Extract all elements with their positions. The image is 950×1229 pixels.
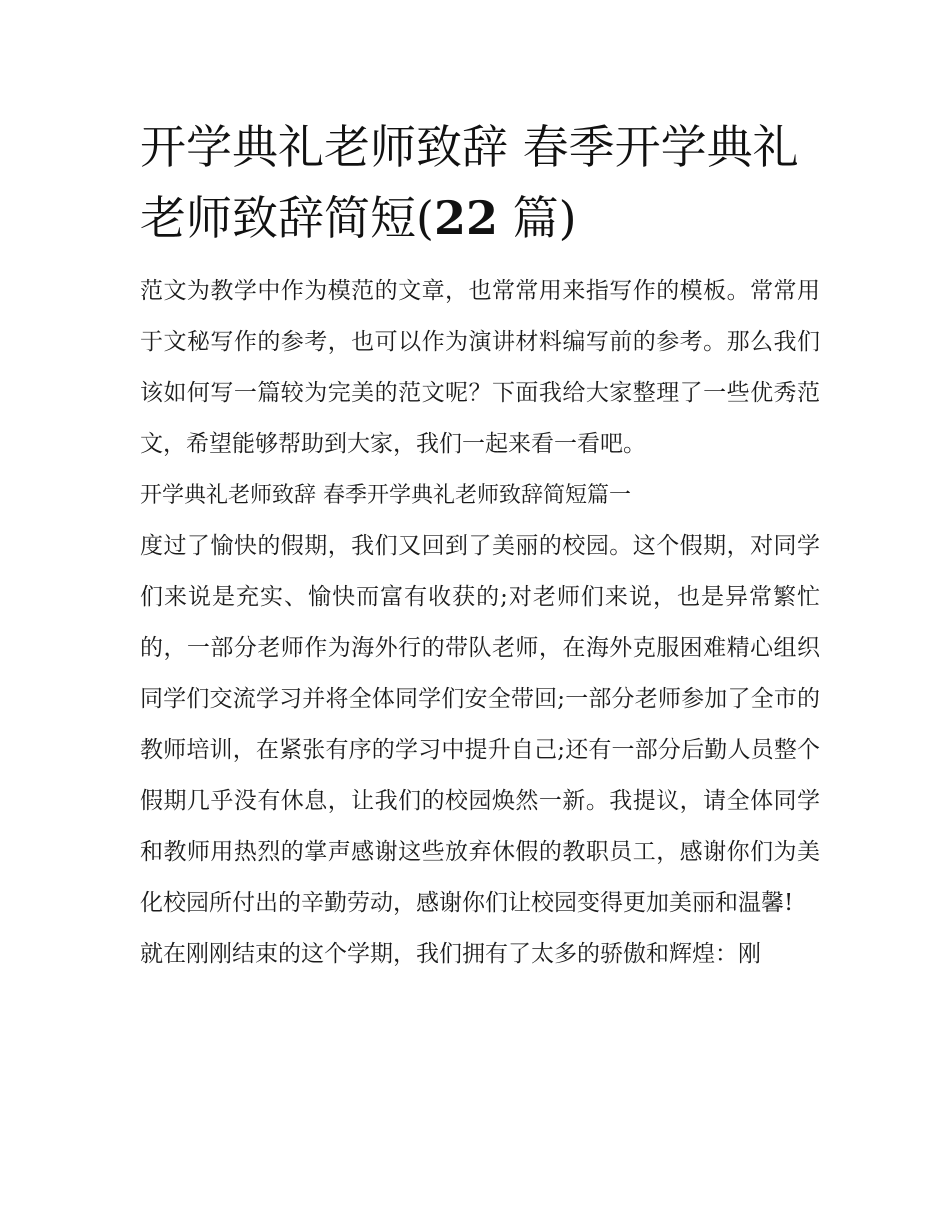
document-title [140,112,820,254]
title-text-part2: 篇) [497,191,577,245]
intro-paragraph: 范文为教学中作为模范的文章，也常常用来指写作的模板。常常用于文秘写作的参考，也可以作为演讲材料编写前的参考。那么我们该如何写一篇较为完美的范文呢？下面我给大家整理了一些优秀范文，希望能够帮助到大家，我们一起来看一看吧。 [140,278,820,457]
body-paragraph-1: 度过了愉快的假期，我们又回到了美丽的校园。这个假期，对同学们来说是充实、愉快而富有收获的;对老师们来说，也是异常繁忙的，一部分老师作为海外行的带队老师，在海外克服困难精心组织同学们交流学习并将全体同学们安全带回;一部分老师参加了全市的教师培训，在紧张有序的学习中提升自己;还有一部分后勤人员整个假期几乎没有休息，让我们的校园焕然一新。我提议，请全体同学和教师用热烈的掌声感谢这些放弃休假的教职员工，感谢你们为美化校园所付出的辛勤劳动，感谢你们让校园变得更加美丽和温馨! [140,533,820,916]
title-text-part1: 开学典礼老师致辞 春季开学典礼老师致辞简短( [140,120,799,245]
section-heading: 开学典礼老师致辞 春季开学典礼老师致辞简短篇一 [140,483,631,508]
body-paragraph-2: 就在刚刚结束的这个学期，我们拥有了太多的骄傲和辉煌：刚 [140,941,761,967]
title-count: 22 [433,191,498,245]
document-content [140,112,820,980]
